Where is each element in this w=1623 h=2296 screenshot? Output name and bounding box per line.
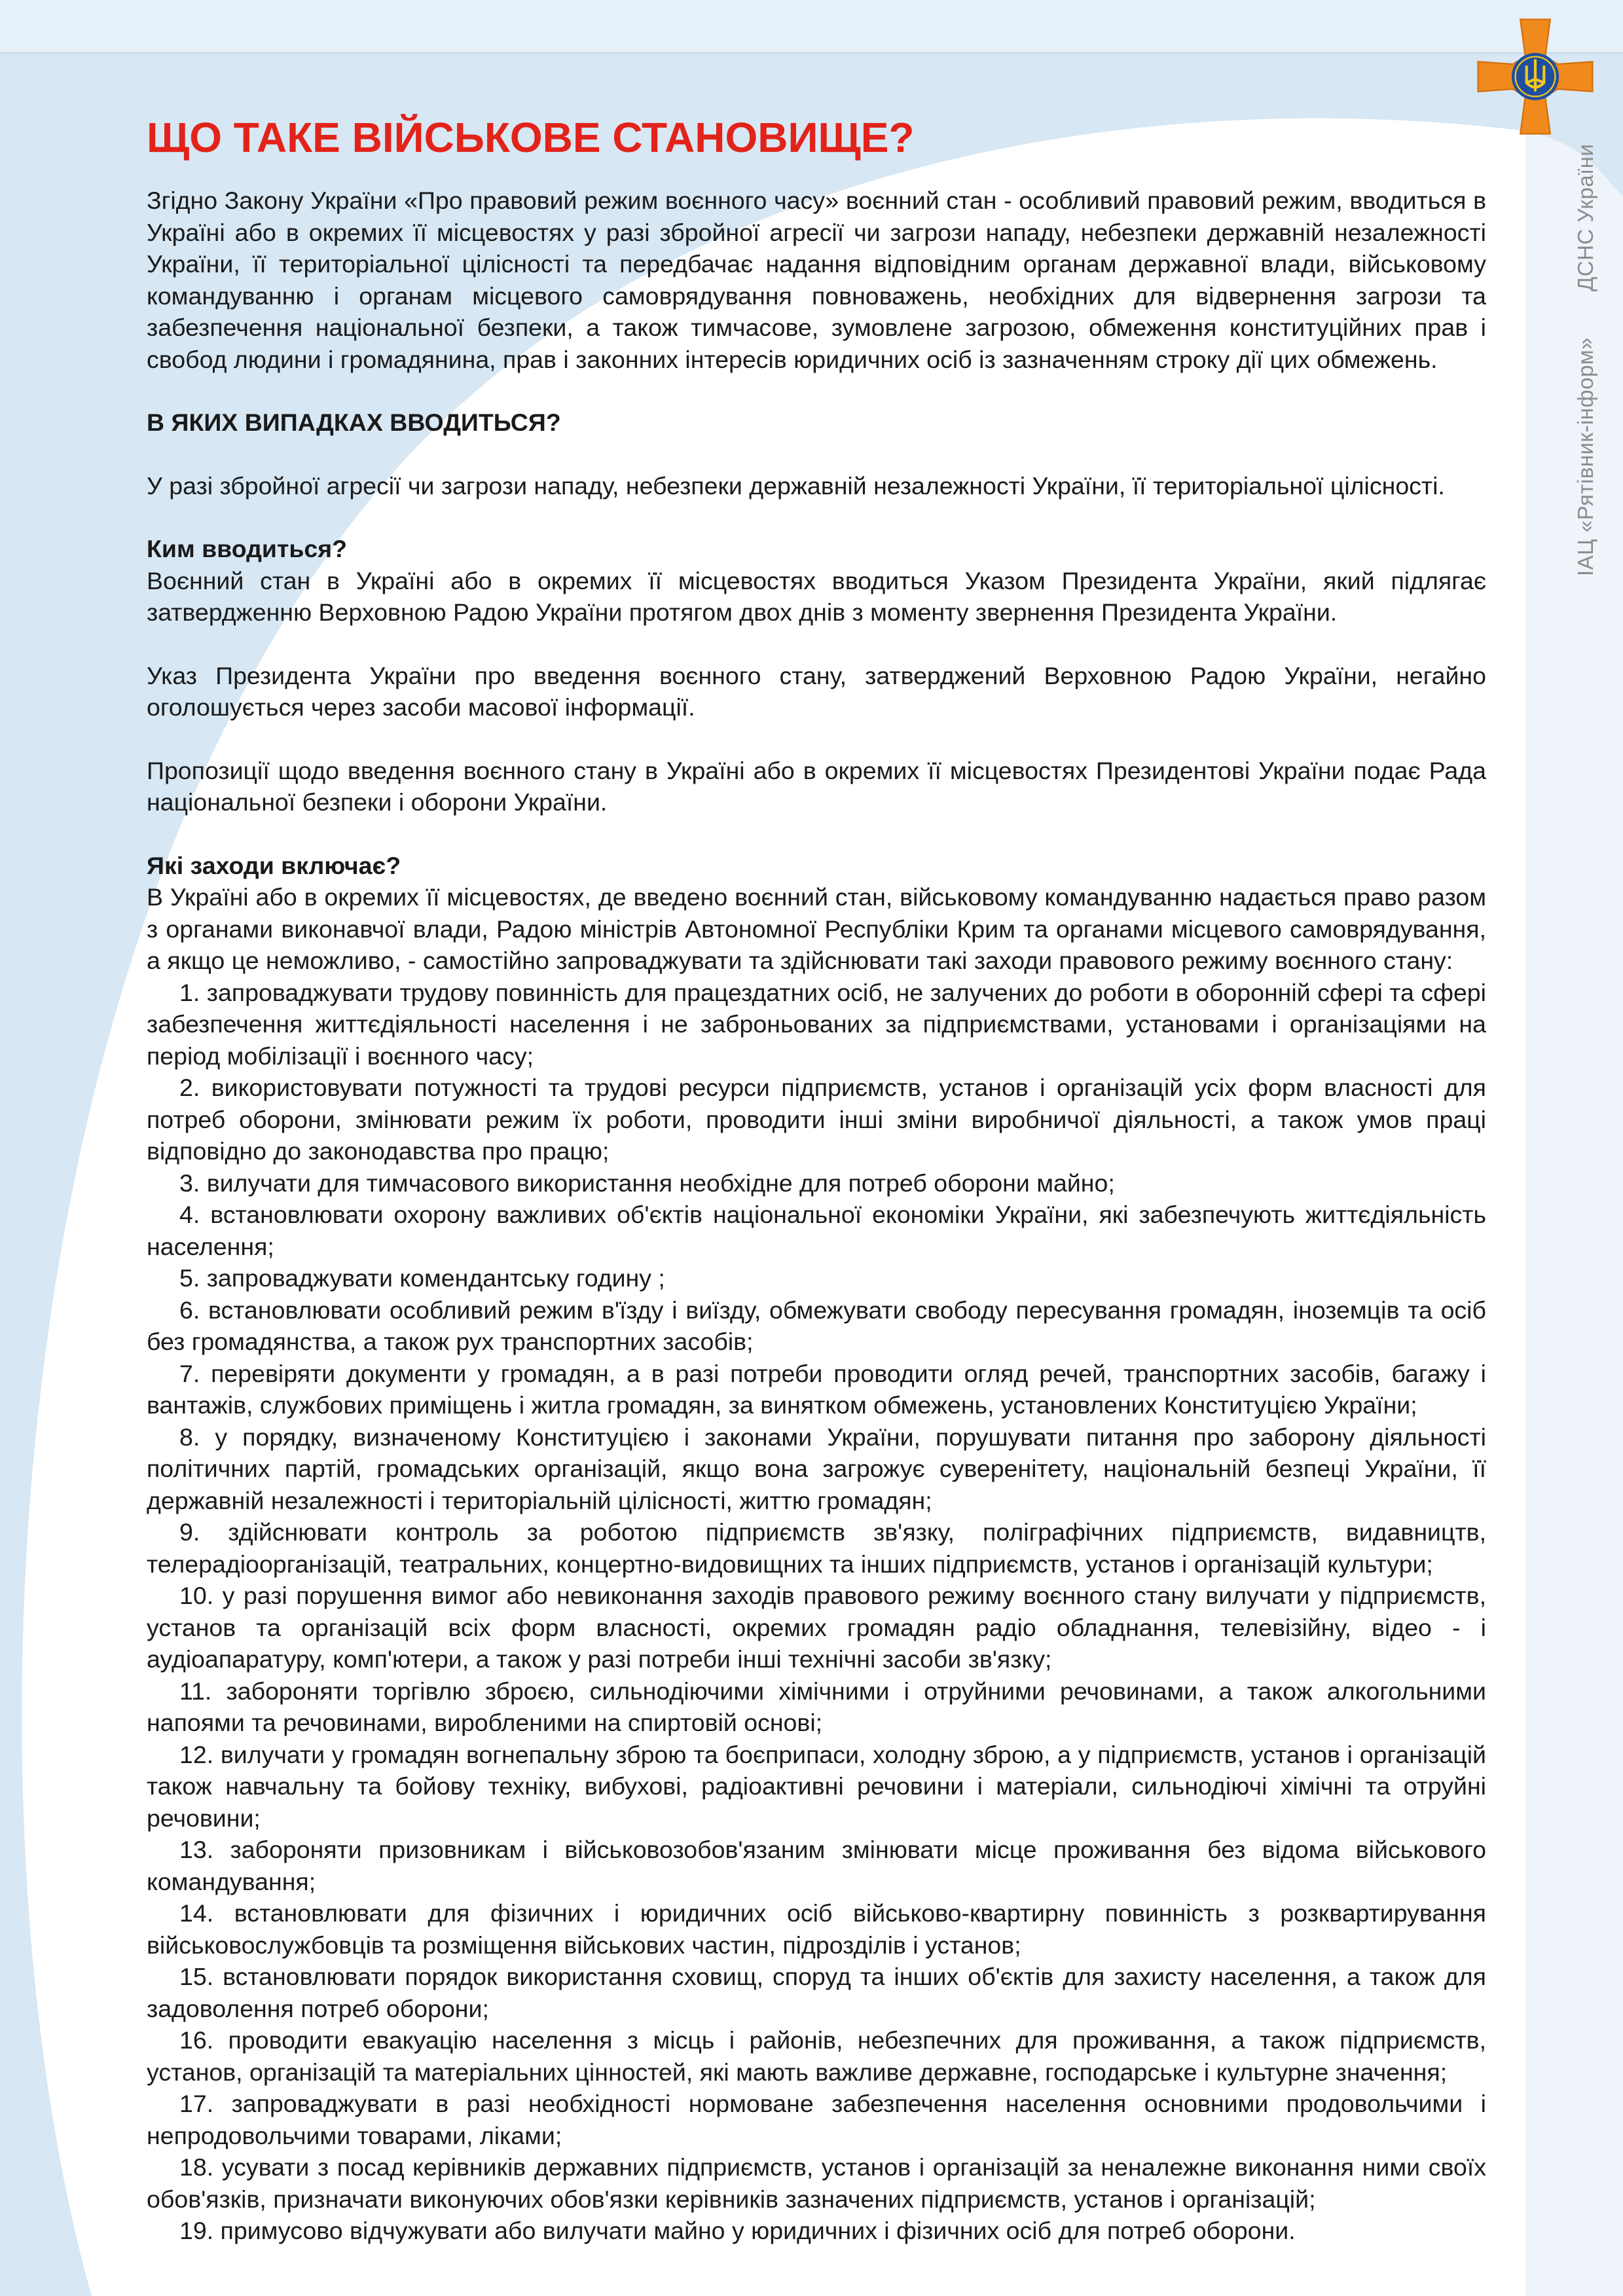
list-item: 9. здійснювати контроль за роботою підприємств зв'язку, поліграфічних підприємств, видавництв, телерадіоорганізацій, театральних, концертно-видовищних та інших підприємств, установ і організацій культури; [147,1518,1486,1578]
side-caption-right: ДСНС України [1573,143,1597,292]
list-item: 11. забороняти торгівлю зброєю, сильнодіючими хімічними і отруйними речовинами, а також алкогольними напоями та речовинами, виробленими на спиртовій основі; [147,1677,1486,1736]
section-heading-cases: В ЯКИХ ВИПАДКАХ ВВОДИТЬСЯ? [147,409,561,436]
list-item: 16. проводити евакуацію населення з місць і районів, небезпечних для проживання, а також підприємств, установ, організацій та матеріальних цінностей, які мають важливе державне, господарське і культурне значення; [147,2026,1486,2086]
list-item: 8. у порядку, визначеному Конституцією і законами України, порушувати питання про заборону діяльності політичних партій, громадських організацій, якщо вона загрожує суверенітету, національній безпеці України, її державній незалежності і територіальній цілісності, життю громадян; [147,1423,1486,1514]
section-text-cases: У разі збройної агресії чи загрози нападу, небезпеки державній незалежності України, її територіальної цілісності. [147,471,1445,500]
list-item: 2. використовувати потужності та трудові ресурси підприємств, установ і організацій усіх форм власності для потреб оборони, змінювати режим їх роботи, проводити інші зміни виробничої діяльності, а також умов праці відповідно до законодавства про працю; [147,1074,1486,1165]
list-item: 6. встановлювати особливий режим в'їзду і виїзду, обмежувати свободу пересування громадян, іноземців та осіб без громадянства, а також рух транспортних засобів; [147,1296,1486,1355]
list-item: 17. запроваджувати в разі необхідності нормоване забезпечення населення основними продовольчими і непродовольчими товарами, ліками; [147,2090,1486,2149]
list-item: 19. примусово відчужувати або вилучати майно у юридичних і фізичних осіб для потреб оборони. [179,2217,1296,2244]
intro-paragraph: Згідно Закону України «Про правовий режим воєнного часу» воєнний стан - особливий правовий режим, вводиться в Україні або в окремих її місцевостях у разі збройної агресії чи загрози нападу, небезпеки державній незалежності України, її територіальної цілісності та передбачає надання відповідним органам державної влади, військовому командуванню і органам місцевого самоврядування повноважень, необхідних для відвернення загрози та забезпечення національної безпеки, а також тимчасове, зумовлене загрозою, обмеження конституційних прав і свобод людини і громадянина, прав і законних інтересів юридичних осіб із зазначенням строку дії цих обмежень. [147,187,1486,373]
list-item: 10. у разі порушення вимог або невиконання заходів правового режиму воєнного стану вилучати у підприємств, установ та організацій всіх форм власності, окремих громадян радіо обладнання, телевізійну, відео - і аудіоапаратуру, комп'ютери, а також у разі потреби інші технічні засоби зв'язку; [147,1582,1486,1673]
dsns-emblem-icon [1473,14,1597,139]
section-heading-measures: Які заходи включає? [147,851,401,879]
list-item: 12. вилучати у громадян вогнепальну зброю та боєприпаси, холодну зброю, а у підприємств, установ і організацій також навчальну та бойову техніку, вибухові, радіоактивні речовини і матеріали, сильнодіючі хімічні та отруйні речовини; [147,1740,1486,1832]
measures-list [147,977,1486,2247]
list-item: 4. встановлювати охорону важливих об'єктів національної економіки України, які забезпечують життєдіяльність населення; [147,1201,1486,1260]
list-item: 13. забороняти призовникам і військовозобов'язаним змінювати місце проживання без відома військового командування; [147,1836,1486,1895]
list-item: 14. встановлювати для фізичних і юридичних осіб військово-квартирну повинність з розквартирування військовослужбовців та розміщення військових частин, підрозділів і установ; [147,1899,1486,1959]
list-item: 7. перевіряти документи у громадян, а в разі потреби проводити огляд речей, транспортних засобів, багажу і вантажів, службових приміщень і житла громадян, за винятком обмежень, установлених Конституцією України; [147,1359,1486,1419]
section-heading-who: Ким вводиться? [147,535,348,562]
list-item: 3. вилучати для тимчасового використання необхідне для потреб оборони майно; [179,1169,1115,1197]
list-item: 1. запроваджувати трудову повинність для працездатних осіб, не залучених до роботи в оборонній сфері та сфері забезпечення життєдіяльності населення і не заброньованих за підприємствами, установами і організаціями на період мобілізації і воєнного часу; [147,978,1486,1070]
page-title: ЩО ТАКЕ ВІЙСЬКОВЕ СТАНОВИЩЕ? [147,114,915,161]
list-item: 18. усувати з посад керівників державних підприємств, установ і організацій за неналежне виконання ними своїх обов'язків, призначати виконуючих обов'язки керівників зазначених підприємств, установ і організацій; [147,2153,1486,2213]
side-caption [1573,144,1598,576]
section-text-who-decree: Указ Президента України про введення воєнного стану, затверджений Верховною Радою України, негайно оголошується через засоби масової інформації. [147,661,1486,721]
document-content [147,111,1486,2247]
list-item: 15. встановлювати порядок використання сховищ, споруд та інших об'єктів для захисту населення, а також для задоволення потреб оборони; [147,1963,1486,2022]
section-text-who-proposals: Пропозиції щодо введення воєнного стану в Україні або в окремих її місцевостях Президентові України подає Рада національної безпеки і оборони України. [147,756,1486,816]
section-text-who: Воєнний стан в Україні або в окремих її місцевостях вводиться Указом Президента України, який підлягає затвердженню Верховною Радою України протягом двох днів з моменту звернення Президента України. [147,566,1486,626]
list-item: 5. запроваджувати комендантську годину ; [179,1264,665,1292]
side-caption-left: ІАЦ «Рятівник-інформ» [1573,337,1597,576]
section-text-measures-intro: В Україні або в окремих її місцевостях, де введено воєнний стан, військовому командуванню надається право разом з органами виконавчої влади, Радою міністрів Автономної Республіки Крим та органами місцевого самоврядування, а якщо це неможливо, - самостійно запроваджувати та здійснювати такі заходи правового режиму воєнного стану: [147,883,1486,974]
